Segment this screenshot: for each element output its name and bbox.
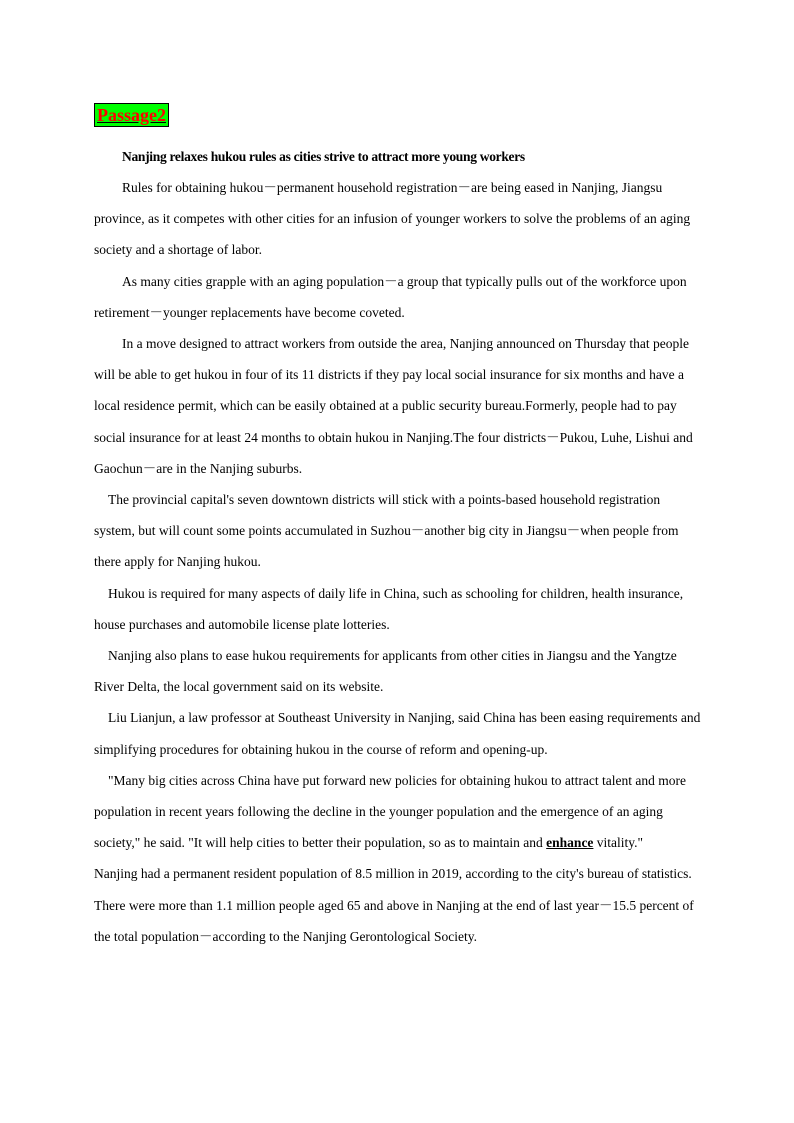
paragraph-8-text-after: vitality." (593, 835, 644, 851)
paragraph-6: Nanjing also plans to ease hukou requirements for applicants from other cities in Jiangsu and the Yangtze River Delta, the local government said on its website. (94, 648, 677, 695)
paragraph-8-text-before: "Many big cities across China have put forward new policies for obtaining hukou to attract talent and more population in recent years following the decline in the younger population and the emergence of an aging society," he said. "It will help cities to better their population, so as to maintain and (94, 772, 686, 851)
paragraph-7: Liu Lianjun, a law professor at Southeast University in Nanjing, said China has been easing requirements and simplifying procedures for obtaining hukou in the course of reform and opening-up. (94, 710, 701, 757)
paragraph-9: Nanjing had a permanent resident population of 8.5 million in 2019, according to the city's bureau of statistics. There were more than 1.1 million people aged 65 and above in Nanjing at the end of last year－15.5 percent of the total population－according to the Nanjing Gerontological Society. (94, 866, 694, 944)
paragraph-5: Hukou is required for many aspects of daily life in China, such as schooling for children, health insurance, house purchases and automobile license plate lotteries. (94, 585, 684, 632)
passage-label: Passage2 (94, 103, 169, 127)
paragraph-2: As many cities grapple with an aging population－a group that typically pulls out of the workforce upon retirement－younger replacements have become coveted. (94, 273, 687, 320)
paragraph-4: The provincial capital's seven downtown districts will stick with a points-based household registration system, but will count some points accumulated in Suzhou－another big city in Jiangsu－when people from there apply for Nanjing hukou. (94, 492, 679, 570)
document-page (94, 103, 704, 952)
article-headline: Nanjing relaxes hukou rules as cities strive to attract more young workers (122, 149, 525, 164)
keyword-enhance: enhance (546, 835, 594, 851)
paragraph-8 (94, 765, 704, 859)
paragraph-1: Rules for obtaining hukou－permanent household registration－are being eased in Nanjing, Jiangsu province, as it competes with other cities for an infusion of younger workers to solve the problems of an aging society and a shortage of labor. (94, 180, 691, 258)
paragraph-3: In a move designed to attract workers from outside the area, Nanjing announced on Thursday that people will be able to get hukou in four of its 11 districts if they pay local social insurance for six months and have a local residence permit, which can be easily obtained at a public security bureau.Formerly, people had to pay social insurance for at least 24 months to obtain hukou in Nanjing.The four districts－Pukou, Luhe, Lishui and Gaochun－are in the Nanjing suburbs. (94, 336, 693, 476)
